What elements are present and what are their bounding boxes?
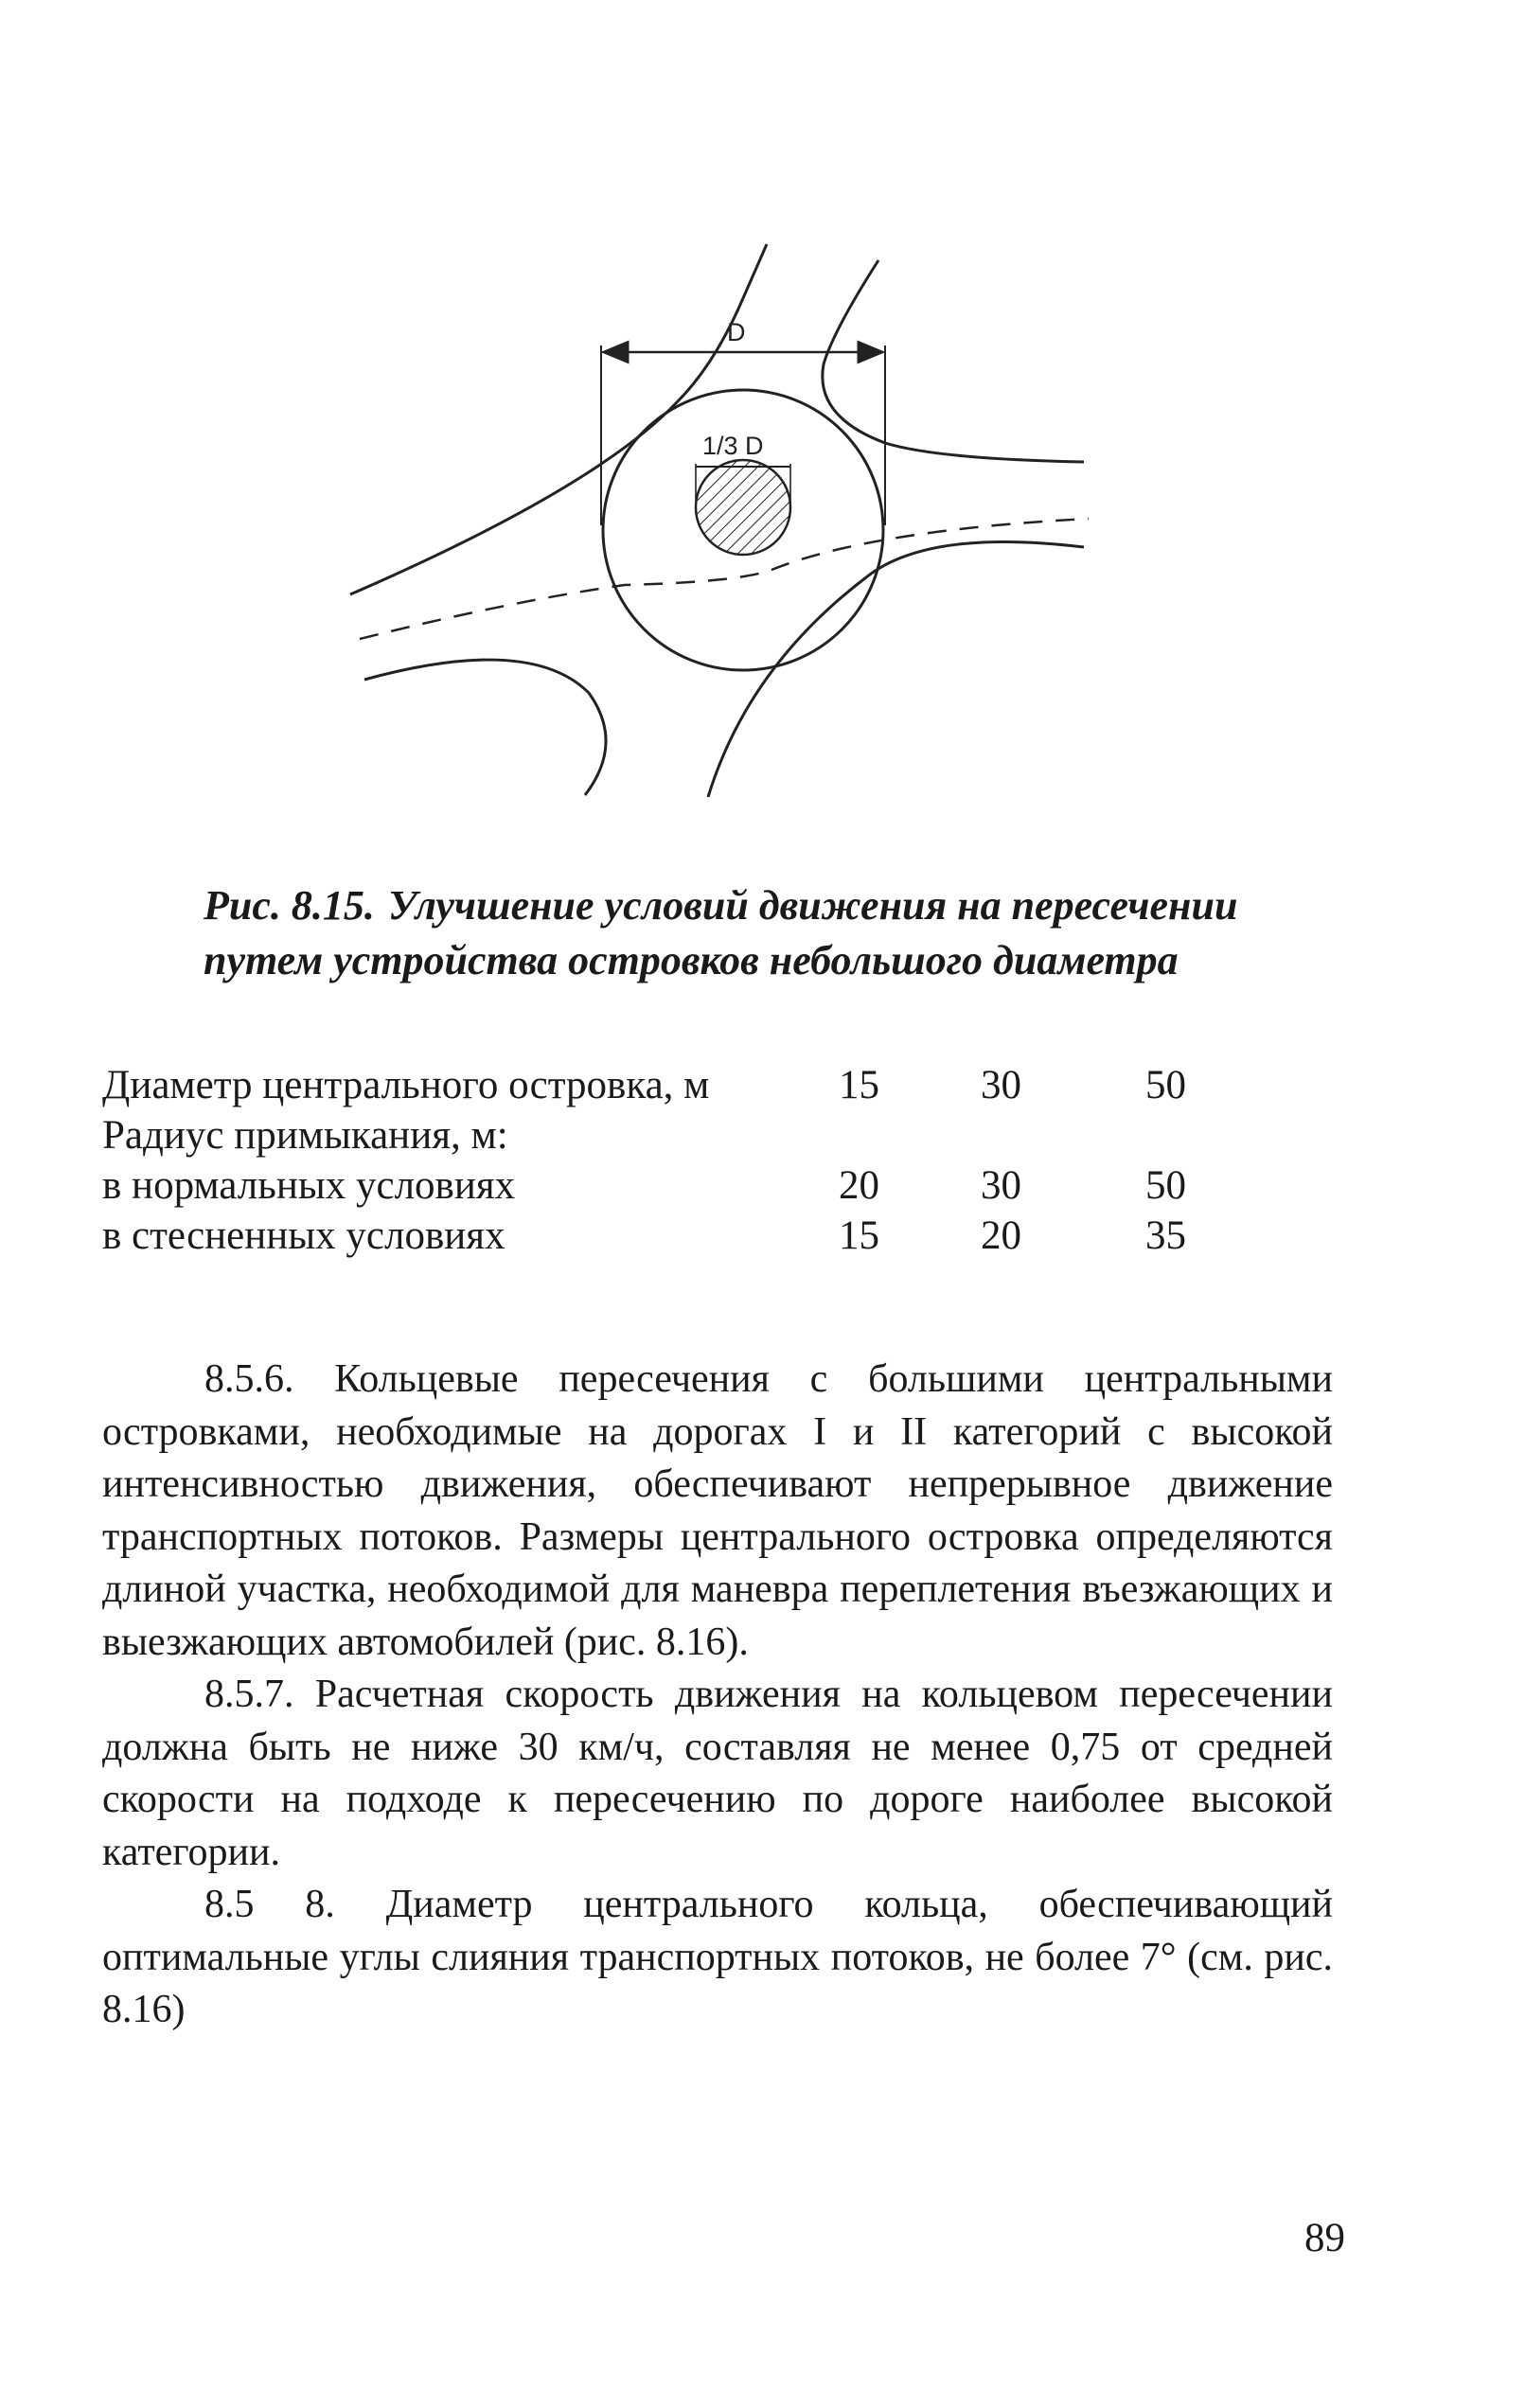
param-label: в нормальных условиях bbox=[102, 1163, 516, 1208]
parameter-table bbox=[102, 1060, 1333, 1261]
paragraph-8-5-6: 8.5.6. Кольцевые пересечения с большими центральными островками, необходимые на дорогах I и II категорий с высокой интенсивностью движения, обеспечивают непрерывное движение транспортных потоков. Размеры центрального островка определяются длиной участка, необходимой для маневра переплетения въезжающих и выезжающих автомобилей (рис. 8.16). bbox=[102, 1357, 1333, 1664]
param-value: 50 bbox=[1145, 1163, 1186, 1208]
page-number: 89 bbox=[1304, 2216, 1345, 2260]
caption-text: Улучшение условий движения на пересечении путем устройства островков небольшого диаметра bbox=[204, 882, 1238, 983]
param-value: 30 bbox=[981, 1163, 1021, 1208]
d-label: D bbox=[727, 318, 746, 346]
param-value: 50 bbox=[1145, 1063, 1186, 1107]
caption-number: Рис. 8.15. bbox=[204, 882, 375, 929]
intersection-figure bbox=[341, 227, 1098, 814]
figure-caption bbox=[204, 878, 1349, 988]
param-value: 20 bbox=[839, 1163, 879, 1208]
param-label: Диаметр центрального островка, м bbox=[102, 1063, 710, 1107]
param-value: 15 bbox=[839, 1063, 879, 1107]
paragraph-8-5-8: 8.5 8. Диаметр центрального кольца, обеспечивающий оптимальные углы слияния транспортных потоков, не более 7° (см. рис. 8.16) bbox=[102, 1883, 1333, 2031]
param-label: в стесненных условиях bbox=[102, 1213, 505, 1258]
param-value: 35 bbox=[1145, 1213, 1186, 1258]
road-edge-lower-left bbox=[364, 660, 606, 795]
third-d-label: 1/3 D bbox=[702, 432, 764, 460]
param-value: 15 bbox=[839, 1213, 879, 1258]
road-edge-upper-right bbox=[823, 260, 1084, 462]
param-value: 20 bbox=[981, 1213, 1021, 1258]
param-row bbox=[102, 1060, 1333, 1110]
road-edge-upper-left bbox=[350, 244, 767, 594]
central-island bbox=[696, 460, 790, 555]
param-row bbox=[102, 1160, 1333, 1211]
paragraph-8-5-7: 8.5.7. Расчетная скорость движения на кольцевом пересечении должна быть не ниже 30 км/ч, составляя не менее 0,75 от средней скорости на подходе к пересечению по дороге наиболее высокой категории. bbox=[102, 1673, 1333, 1874]
param-row bbox=[102, 1110, 1333, 1160]
param-row bbox=[102, 1211, 1333, 1261]
param-value: 30 bbox=[981, 1063, 1021, 1107]
param-label: Радиус примыкания, м: bbox=[102, 1113, 508, 1158]
body-text bbox=[102, 1354, 1333, 2037]
